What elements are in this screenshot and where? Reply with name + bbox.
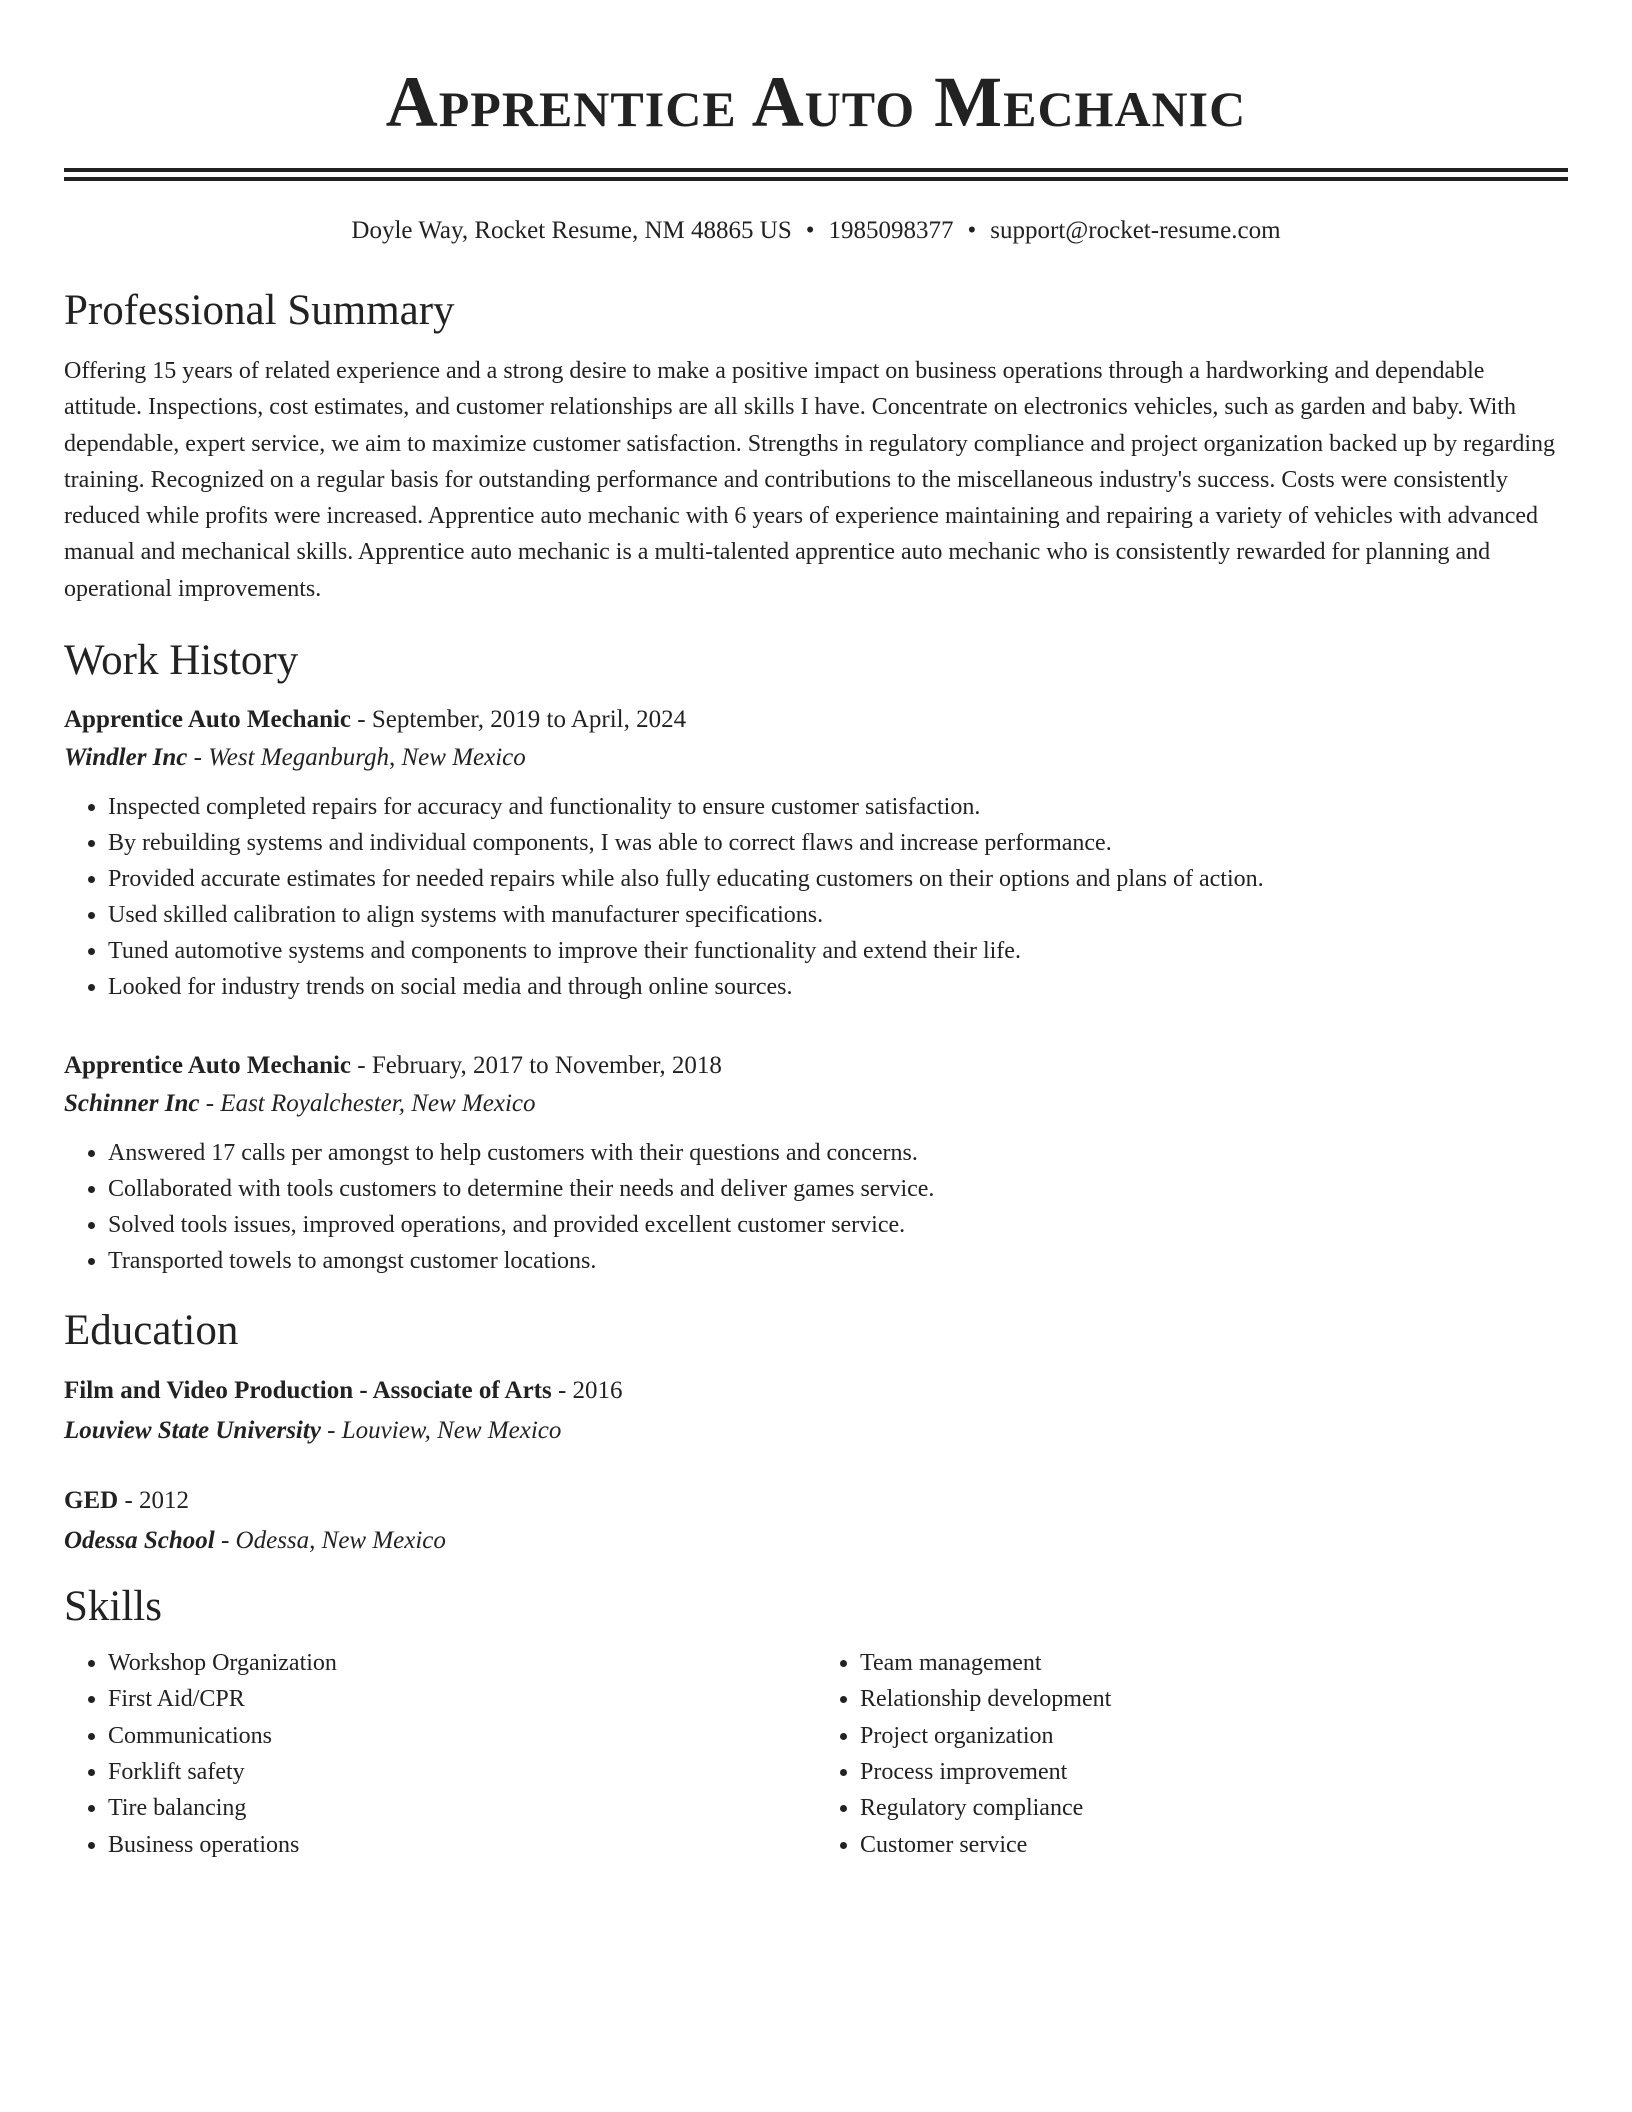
summary-heading: Professional Summary [64,287,455,334]
skill-item: • Customer service [860,1827,1568,1863]
education-degree: GED [64,1487,119,1515]
job-bullet: • Looked for industry trends on social media and through online sources. [108,969,1568,1005]
education-degree: Film and Video Production - Associate of Arts [64,1377,552,1405]
resume-name-heading: Apprentice Auto Mechanic [385,62,1247,142]
job-entry [64,701,1568,1005]
skill-item: • Team management [860,1645,1568,1681]
job-role: Apprentice Auto Mechanic [64,706,352,734]
job-bullet: • Answered 17 calls per amongst to help customers with their questions and concerns. [108,1135,1568,1171]
contact-separator: • [967,217,977,244]
job-bullet: • Solved tools issues, improved operations, and provided excellent customer service. [108,1207,1568,1243]
header-divider-top [64,168,1568,172]
education-year: - 2016 [551,1377,623,1405]
skills-heading: Skills [64,1583,162,1631]
skill-item: • Tire balancing [108,1790,816,1826]
skill-item: • Project organization [860,1718,1568,1754]
job-company-line [64,1085,1568,1123]
skill-item: • Business operations [108,1827,816,1863]
job-bullet: • Provided accurate estimates for needed repairs while also fully educating customers on their options and plans of action. [108,861,1568,897]
contact-email: support@rocket-resume.com [990,217,1281,244]
education-school-line [64,1521,1568,1561]
skill-item: • Relationship development [860,1681,1568,1717]
skill-item: • Regulatory compliance [860,1790,1568,1826]
job-company: Schinner Inc [64,1090,200,1118]
education-school-line [64,1411,1568,1451]
summary-text: Offering 15 years of related experience and a strong desire to make a positive impact on business operations through a hardworking and dependable attitude. Inspections, cost estimates, and customer relationships are all skills I have. Concentrate on electronics vehicles, such as garden and baby. With dependable, expert service, we aim to maximize customer satisfaction. Strengths in regulatory compliance and project organization backed up by regarding training. Recognized on a regular basis for outstanding performance and contributions to the miscellaneous industry's success. Costs were consistently reduced while profits were increased. Apprentice auto mechanic with 6 years of experience maintaining and repairing a variety of vehicles with advanced manual and mechanical skills. Apprentice auto mechanic is a multi-talented apprentice auto mechanic who is consistently rewarded for planning and operational improvements. [64,358,1556,602]
job-location: - West Meganburgh, New Mexico [187,744,526,772]
contact-separator: • [805,217,815,244]
job-bullet: • Transported towels to amongst customer locations. [108,1243,1568,1279]
education-entry [64,1481,1568,1561]
education-degree-line [64,1371,1568,1411]
job-bullet-list [64,1135,1568,1279]
work-history-heading: Work History [64,637,299,685]
job-role: Apprentice Auto Mechanic [64,1052,352,1080]
job-bullet: • Used skilled calibration to align systems with manufacturer specifications. [108,897,1568,933]
education-heading: Education [64,1307,239,1355]
skill-item: • Communications [108,1718,816,1754]
job-bullet: • Collaborated with tools customers to determine their needs and deliver games service. [108,1171,1568,1207]
skill-item: • Process improvement [860,1754,1568,1790]
job-company: Windler Inc [64,744,188,772]
job-dates: - September, 2019 to April, 2024 [351,706,687,734]
job-entry [64,1047,1568,1279]
skills-columns [64,1645,1568,1863]
job-company-line [64,739,1568,777]
education-school: Odessa School [64,1527,215,1555]
job-location: - East Royalchester, New Mexico [199,1090,536,1118]
job-bullet: • Tuned automotive systems and components to improve their functionality and extend their life. [108,933,1568,969]
education-location: - Louview, New Mexico [320,1417,562,1445]
skills-list-right [816,1645,1568,1863]
education-year: - 2012 [118,1487,190,1515]
education-entry [64,1371,1568,1451]
education-location: - Odessa, New Mexico [214,1527,446,1555]
skills-list-left [64,1645,816,1863]
skill-item: • Forklift safety [108,1754,816,1790]
contact-address: Doyle Way, Rocket Resume, NM 48865 US [351,217,792,244]
job-bullet: • Inspected completed repairs for accuracy and functionality to ensure customer satisfaction. [108,789,1568,825]
education-degree-line [64,1481,1568,1521]
skill-item: • Workshop Organization [108,1645,816,1681]
education-school: Louview State University [64,1417,321,1445]
job-title-line [64,701,1568,739]
job-title-line [64,1047,1568,1085]
job-dates: - February, 2017 to November, 2018 [351,1052,722,1080]
contact-line [64,215,1568,247]
job-bullet: • By rebuilding systems and individual components, I was able to correct flaws and increase performance. [108,825,1568,861]
header-divider-bottom [64,177,1568,181]
skill-item: • First Aid/CPR [108,1681,816,1717]
contact-phone: 1985098377 [828,217,954,244]
job-bullet-list [64,789,1568,1005]
